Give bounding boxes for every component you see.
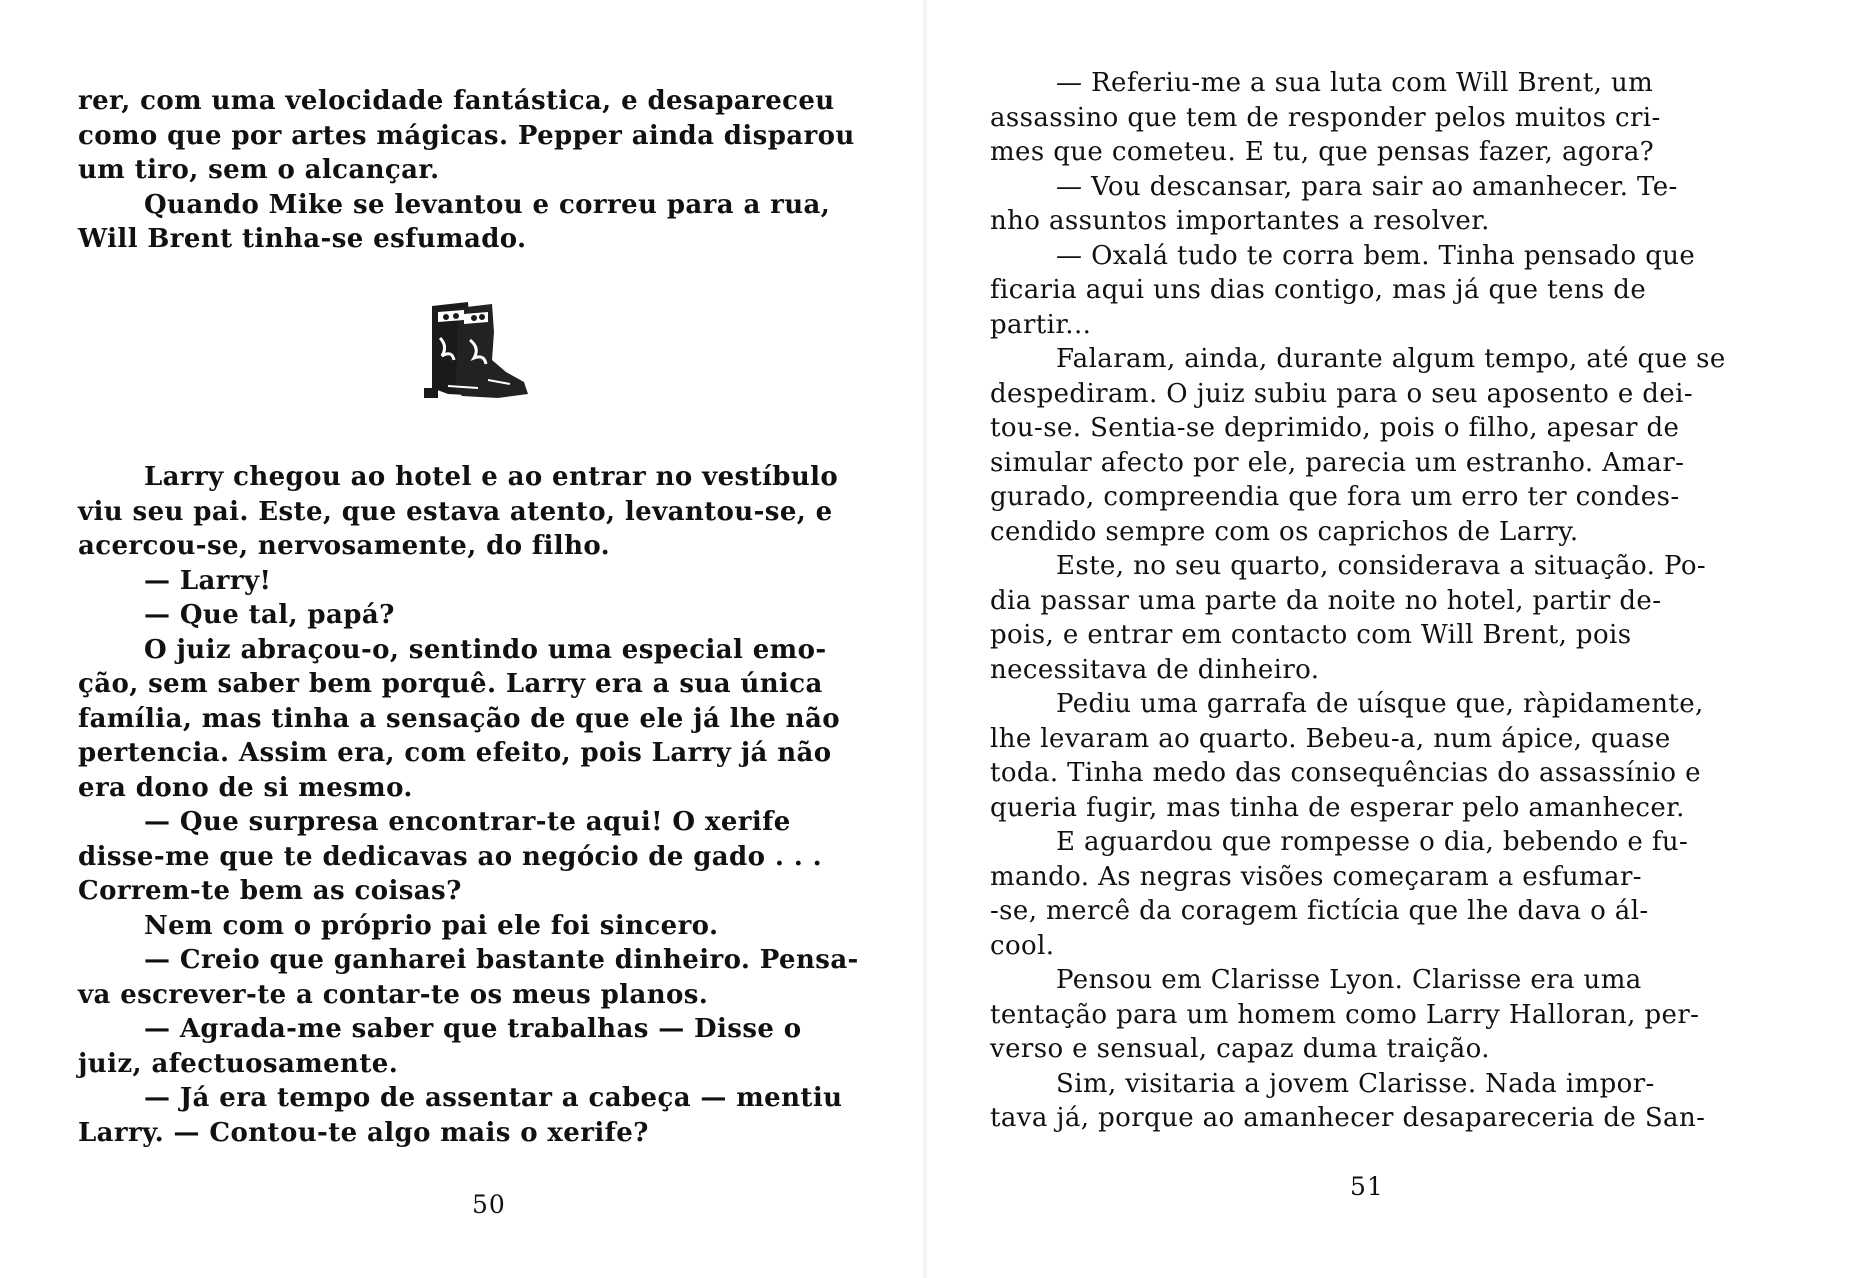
text-line: família, mas tinha a sensação de que ele já lhe não: [78, 703, 840, 734]
left-page-bottom-text: [78, 460, 868, 1150]
text-line: verso e sensual, capaz duma traição.: [990, 1034, 1490, 1064]
text-line: pertencia. Assim era, com efeito, pois Larry já não: [78, 738, 832, 768]
text-line: disse-me que te dedicavas ao negócio de gado . . .: [78, 841, 823, 872]
text-line: simular afecto por ele, parecia um estranho. Amar-: [990, 447, 1685, 478]
text-line: queria fugir, mas tinha de esperar pelo amanhecer.: [990, 792, 1685, 823]
text-line: tentação para um homem como Larry Halloran, per-: [990, 999, 1700, 1030]
text-line: cool.: [990, 930, 1055, 961]
text-line: era dono de si mesmo.: [78, 772, 413, 803]
text-line: Quando Mike se levantou e correu para a rua,: [144, 189, 831, 220]
text-line: — Vou descansar, para sair ao amanhecer. Te-: [1056, 171, 1678, 202]
text-line: um tiro, sem o alcançar.: [78, 155, 440, 185]
text-line: mando. As negras visões começaram a esfumar-: [990, 861, 1642, 892]
text-line: como que por artes mágicas. Pepper ainda disparou: [78, 120, 855, 151]
right-page-text: [990, 66, 1782, 1136]
text-line: — Que tal, papá?: [144, 600, 395, 630]
text-line: — Larry!: [144, 565, 272, 596]
text-line: Falaram, ainda, durante algum tempo, até que se: [1056, 344, 1726, 374]
boots-icon: [418, 298, 530, 402]
text-line: Larry chegou ao hotel e ao entrar no vestíbulo: [144, 462, 839, 492]
text-line: Pediu uma garrafa de uísque que, ràpidamente,: [1056, 689, 1704, 719]
text-line: ção, sem saber bem porquê. Larry era a sua única: [78, 669, 823, 699]
text-line: Sim, visitaria a jovem Clarisse. Nada impor-: [1056, 1068, 1655, 1099]
text-line: Will Brent tinha-se esfumado.: [78, 224, 527, 254]
text-line: tava já, porque ao amanhecer desapareceria de San-: [990, 1103, 1706, 1133]
text-line: juiz, afectuosamente.: [78, 1048, 399, 1079]
text-line: gurado, compreendia que fora um erro ter condes-: [990, 482, 1680, 512]
text-line: toda. Tinha medo das consequências do assassínio e: [990, 758, 1701, 788]
text-line: — Que surpresa encontrar-te aqui! O xerife: [144, 807, 791, 837]
text-line: cendido sempre com os caprichos de Larry.: [990, 516, 1579, 547]
text-line: va escrever-te a contar-te os meus planos.: [78, 979, 709, 1010]
text-line: dia passar uma parte da noite no hotel, partir de-: [990, 585, 1662, 616]
text-line: — Agrada-me saber que trabalhas — Disse o: [144, 1014, 802, 1044]
text-line: partir...: [990, 309, 1092, 340]
text-line: -se, mercê da coragem fictícia que lhe dava o ál-: [990, 896, 1649, 926]
left-page-top-text: [78, 84, 868, 257]
text-line: despediram. O juiz subiu para o seu aposento e dei-: [990, 378, 1694, 409]
text-line: — Creio que ganharei bastante dinheiro. Pensa-: [144, 945, 859, 975]
text-line: tou-se. Sentia-se deprimido, pois o filho, apesar de: [990, 413, 1680, 443]
text-line: pois, e entrar em contacto com Will Brent, pois: [990, 620, 1632, 650]
page-number-right: 51: [1350, 1172, 1384, 1201]
text-line: Correm-te bem as coisas?: [78, 876, 462, 906]
text-line: viu seu pai. Este, que estava atento, levantou-se, e: [78, 496, 833, 527]
text-line: — Já era tempo de assentar a cabeça — mentiu: [144, 1083, 843, 1113]
text-line: — Referiu-me a sua luta com Will Brent, um: [1056, 68, 1654, 98]
page-number-left: 50: [472, 1190, 506, 1219]
text-line: E aguardou que rompesse o dia, bebendo e fu-: [1056, 827, 1689, 857]
text-line: necessitava de dinheiro.: [990, 654, 1320, 685]
text-line: mes que cometeu. E tu, que pensas fazer, agora?: [990, 137, 1655, 167]
text-line: Pensou em Clarisse Lyon. Clarisse era uma: [1056, 965, 1642, 995]
text-line: O juiz abraçou-o, sentindo uma especial emo-: [144, 634, 827, 665]
text-line: lhe levaram ao quarto. Bebeu-a, num ápice, quase: [990, 723, 1671, 754]
text-line: assassino que tem de responder pelos muitos cri-: [990, 102, 1661, 133]
right-page: [928, 0, 1849, 1278]
text-line: rer, com uma velocidade fantástica, e desapareceu: [78, 86, 835, 116]
left-page: [0, 0, 922, 1278]
text-line: ficaria aqui uns dias contigo, mas já que tens de: [990, 275, 1647, 305]
text-line: nho assuntos importantes a resolver.: [990, 206, 1490, 236]
text-line: Larry. — Contou-te algo mais o xerife?: [78, 1117, 649, 1148]
text-line: Nem com o próprio pai ele foi sincero.: [144, 910, 719, 941]
text-line: acercou-se, nervosamente, do filho.: [78, 531, 611, 561]
text-line: Este, no seu quarto, considerava a situação. Po-: [1056, 551, 1707, 581]
text-line: — Oxalá tudo te corra bem. Tinha pensado que: [1056, 240, 1696, 271]
